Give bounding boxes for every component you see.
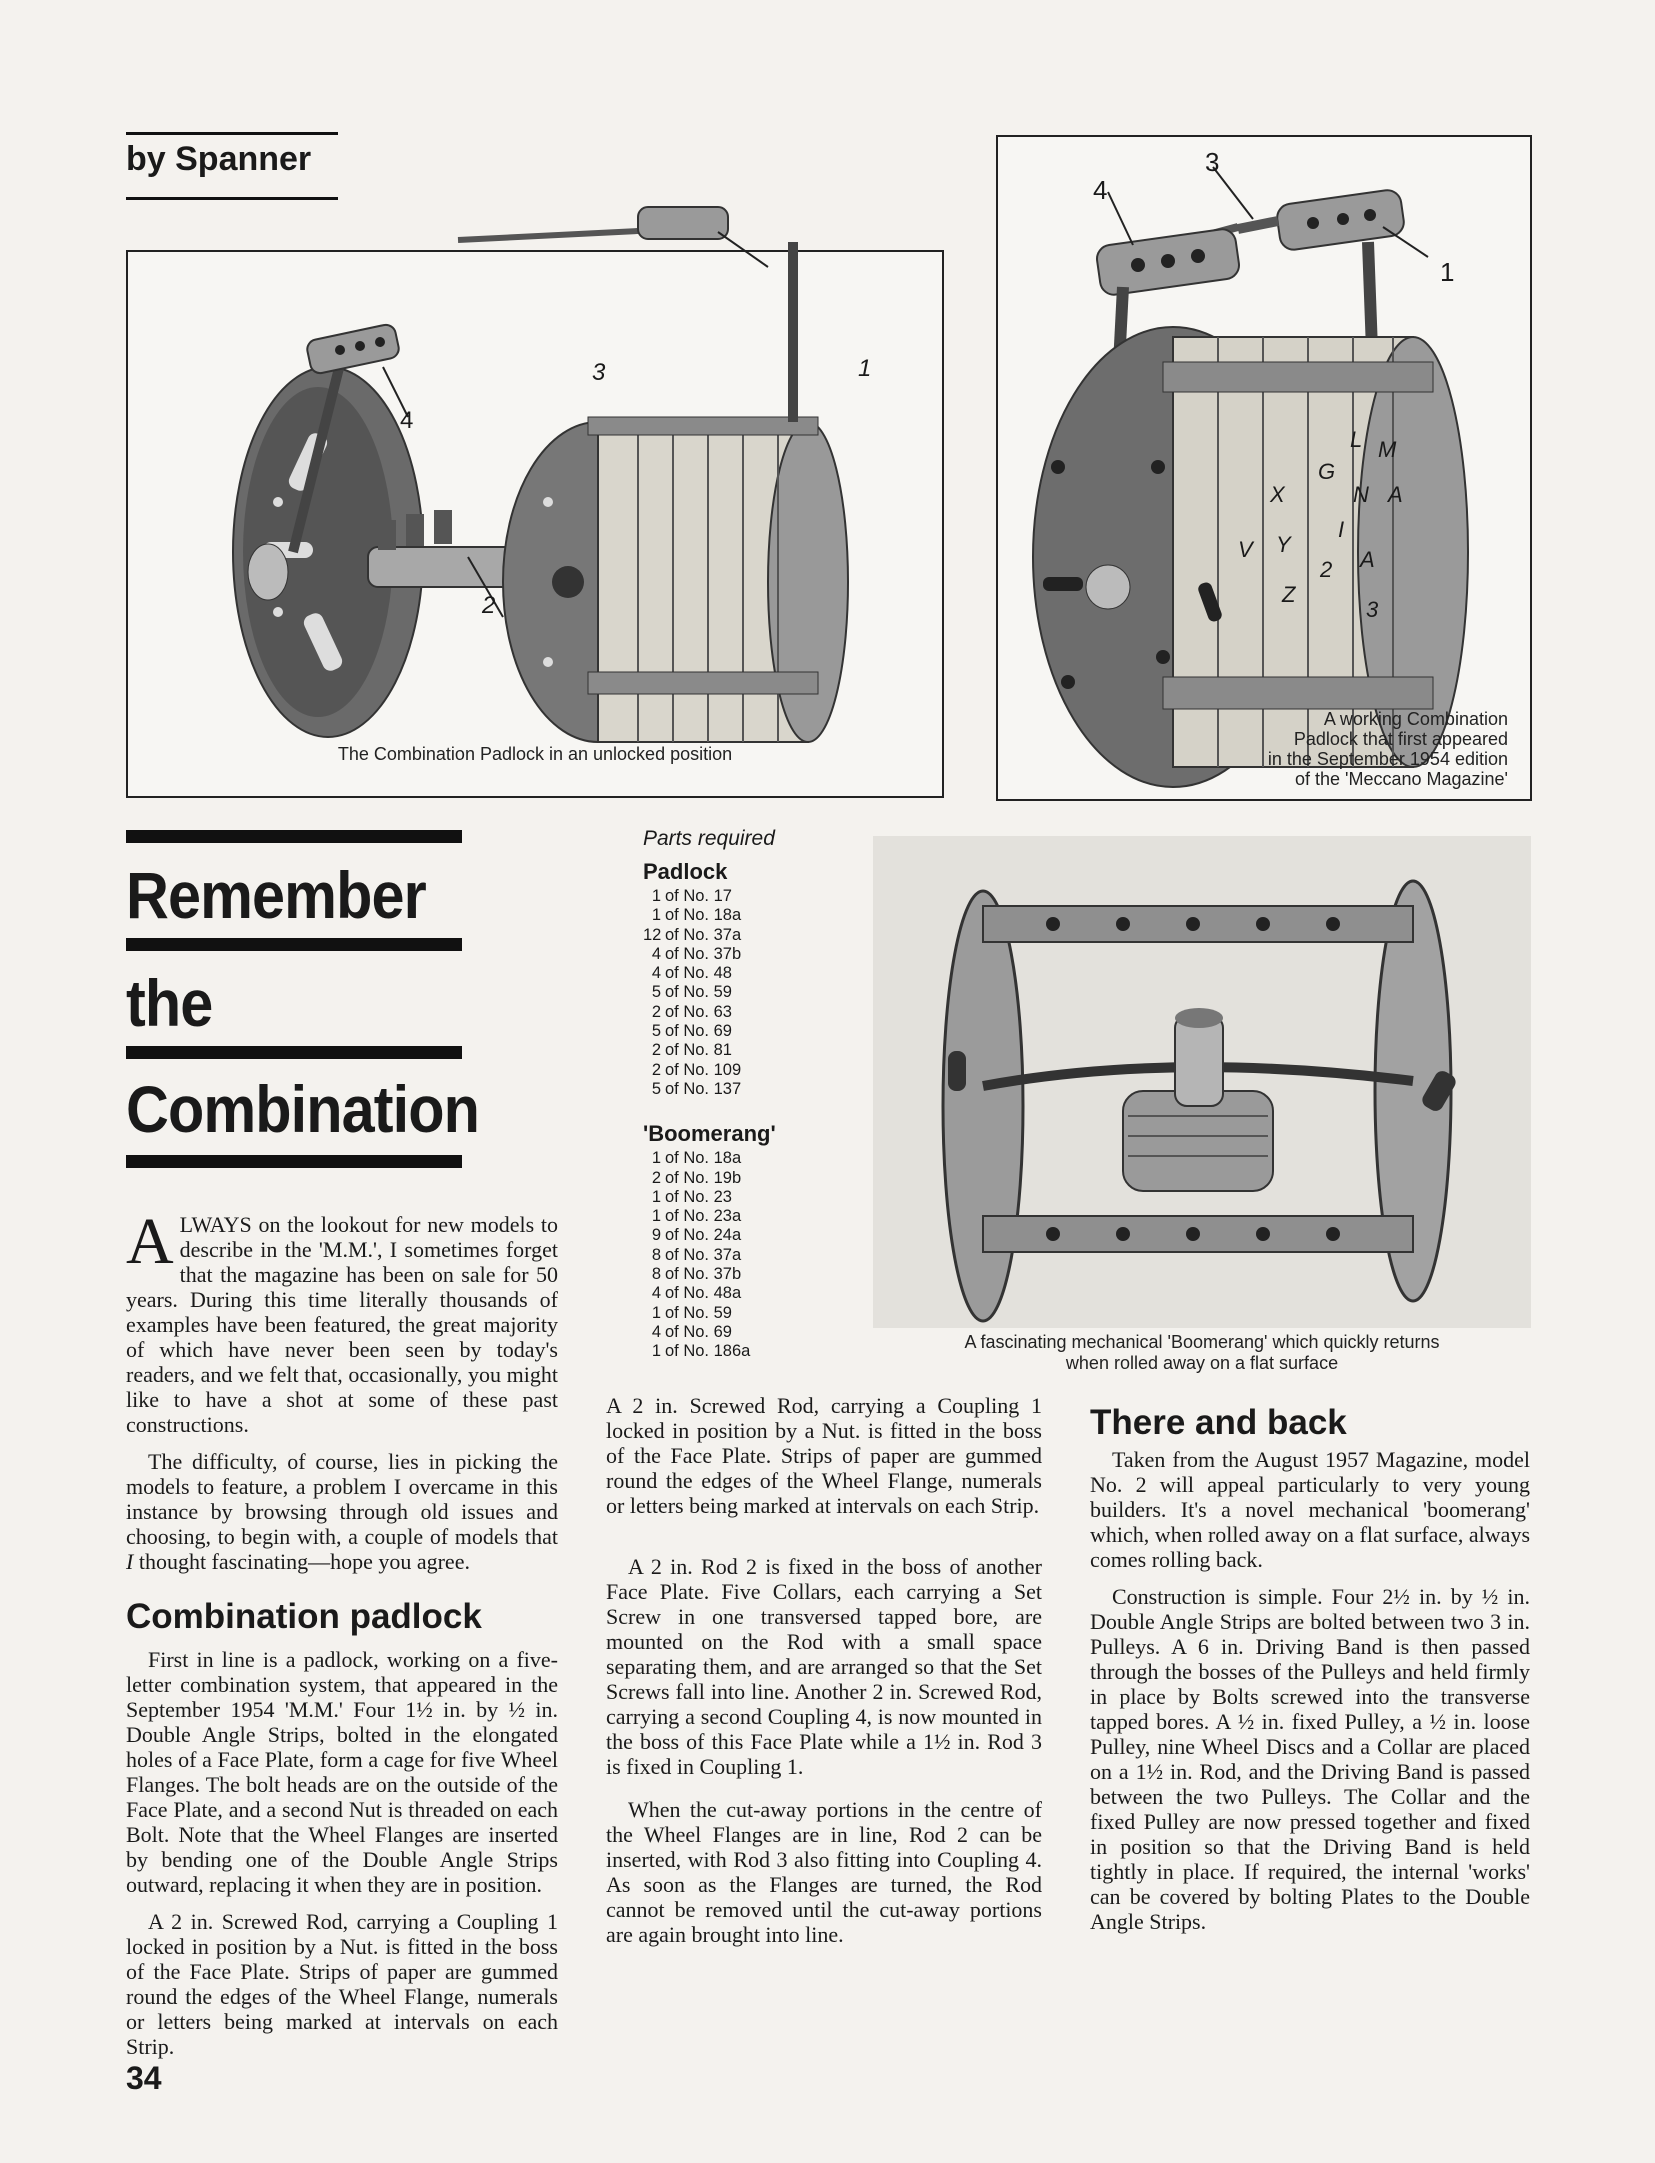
padlock-paragraph: A 2 in. Rod 2 is fixed in the boss of another Face Plate. Five Collars, each carrying a Set Screw in one transversed tapped bore, are mounted on the Rod with a small space separating them, and are arranged so that the Set Screws fall into line. Another 2 in. Screwed Rod, carrying a second Coupling 4, is now mounted in the boss of this Face Plate while a 1½ in. Rod 3 is fixed in Coupling 1. bbox=[606, 1554, 1042, 1779]
headline-rule-2 bbox=[126, 938, 462, 951]
figure-unlocked-label-4: 4 bbox=[400, 407, 414, 434]
parts-padlock-list bbox=[643, 887, 843, 1099]
parts-number: of No. 18a bbox=[665, 1149, 742, 1168]
parts-number: of No. 19b bbox=[665, 1168, 742, 1187]
parts-list-item bbox=[643, 1323, 843, 1342]
dial-letter-3: A bbox=[1388, 482, 1403, 507]
parts-quantity: 4 bbox=[651, 1284, 661, 1303]
parts-padlock-heading: Padlock bbox=[643, 859, 728, 884]
parts-quantity: 2 bbox=[651, 1002, 661, 1021]
figure-unlocked-label-3: 3 bbox=[592, 359, 606, 386]
parts-quantity: 2 bbox=[651, 1060, 661, 1079]
figure-unlocked-caption: The Combination Padlock in an unlocked position bbox=[337, 744, 733, 764]
dial-letter-8: Y bbox=[1276, 532, 1291, 557]
headline-rule-4 bbox=[126, 1155, 462, 1168]
dial-letter-7: X bbox=[1270, 482, 1285, 507]
parts-quantity: 1 bbox=[651, 1207, 661, 1226]
page-number: 34 bbox=[126, 2060, 162, 2096]
parts-number: of No. 48a bbox=[665, 1284, 742, 1303]
headline-rule-3 bbox=[126, 1046, 462, 1059]
parts-list-item bbox=[643, 1169, 843, 1188]
parts-list-item bbox=[643, 906, 843, 925]
parts-quantity: 4 bbox=[651, 964, 661, 983]
boomerang-heading: There and back bbox=[1090, 1403, 1347, 1442]
parts-number: of No. 59 bbox=[665, 983, 732, 1002]
parts-list-item bbox=[643, 887, 843, 906]
byline-rule-bottom bbox=[126, 197, 338, 200]
parts-list bbox=[643, 827, 843, 1362]
parts-list-item bbox=[643, 1226, 843, 1245]
parts-quantity: 1 bbox=[651, 1149, 661, 1168]
dial-letter-9: Z bbox=[1282, 582, 1296, 607]
parts-quantity: 5 bbox=[651, 983, 661, 1002]
figure-working-caption-line: Padlock that first appeared bbox=[1293, 729, 1508, 749]
headline-line-1: Remember bbox=[126, 858, 426, 932]
byline: by Spanner bbox=[126, 140, 312, 178]
parts-quantity: 5 bbox=[651, 1022, 661, 1041]
dial-letter-10: 2 bbox=[1320, 557, 1333, 582]
intro-text: The difficulty, of course, lies in picking the models to feature, a problem I overcame in this instance by browsing through old issues and choosing, to begin with, a couple of models that bbox=[126, 1449, 558, 1549]
figure-working-caption-line: A working Combination bbox=[1323, 709, 1508, 729]
padlock-paragraph-continued bbox=[606, 1393, 1042, 1542]
parts-list-item bbox=[643, 1284, 843, 1303]
parts-list-item bbox=[643, 926, 843, 945]
parts-quantity: 1 bbox=[651, 906, 661, 925]
parts-list-item bbox=[643, 1080, 843, 1099]
parts-list-item bbox=[643, 1304, 843, 1323]
dial-letter-4: G bbox=[1318, 459, 1336, 484]
figure-unlocked bbox=[126, 250, 944, 798]
byline-rule-top bbox=[126, 132, 338, 135]
parts-number: of No. 137 bbox=[665, 1079, 742, 1098]
parts-quantity: 8 bbox=[651, 1245, 661, 1264]
figure-boomerang-caption-line: when rolled away on a flat surface bbox=[1065, 1353, 1339, 1373]
padlock-paragraph: When the cut-away portions in the centre of the Wheel Flanges are in line, Rod 2 can be inserted, with Rod 3 also fitting into Coupling 4. As soon as the Flanges are turned, the Rod cannot be removed until the cut-away portions are again brought into line. bbox=[606, 1797, 1042, 1947]
parts-number: of No. 24a bbox=[665, 1226, 742, 1245]
parts-quantity: 4 bbox=[651, 1322, 661, 1341]
figure-working-label-4: 4 bbox=[1093, 175, 1108, 205]
boomerang-photo bbox=[873, 836, 1531, 1328]
column-1 bbox=[126, 1205, 558, 2059]
intro-paragraph bbox=[126, 1205, 558, 1437]
figure-working-caption-line: of the 'Meccano Magazine' bbox=[1295, 769, 1508, 789]
dial-letter-13: V bbox=[1238, 537, 1253, 562]
parts-number: of No. 81 bbox=[665, 1041, 732, 1060]
dial-letter-1: L bbox=[1350, 427, 1363, 452]
parts-list-item bbox=[643, 964, 843, 983]
intro-paragraph-2 bbox=[126, 1449, 558, 1574]
intro-emphasis: I bbox=[126, 1549, 134, 1574]
parts-number: of No. 17 bbox=[665, 887, 732, 905]
padlock-paragraph: First in line is a padlock, working on a five-letter combination system, that appeared in the September 1954 'M.M.' Four 1½ in. by ½ in. Double Angle Strips, bolted in the elongated holes of a Face Plate, form a cage for five Wheel Flanges. The bolt heads are on the outside of the Face Plate, and a second Nut is threaded on each Bolt. Note that the Wheel Flanges are inserted by bending one of the Double Angle Strips outward, replacing it when they are in position. bbox=[126, 1647, 558, 1897]
parts-boomerang-list bbox=[643, 1149, 843, 1361]
parts-number: of No. 69 bbox=[665, 1322, 732, 1341]
headline-line-3: Combination bbox=[126, 1072, 480, 1146]
dial-letter-6: I bbox=[1338, 517, 1345, 542]
parts-number: of No. 48 bbox=[665, 964, 732, 983]
parts-list-item bbox=[643, 945, 843, 964]
parts-number: of No. 37b bbox=[665, 1265, 742, 1284]
parts-number: of No. 23 bbox=[665, 1187, 732, 1206]
dial-letter-11: A bbox=[1360, 547, 1375, 572]
parts-number: of No. 18a bbox=[665, 906, 742, 925]
dial-letter-2: M bbox=[1378, 437, 1397, 462]
figure-boomerang-caption-line: A fascinating mechanical 'Boomerang' which quickly returns bbox=[964, 1332, 1440, 1352]
parts-list-item bbox=[643, 1003, 843, 1022]
padlock-heading: Combination padlock bbox=[126, 1597, 482, 1636]
parts-quantity: 9 bbox=[651, 1226, 661, 1245]
figure-unlocked-label-1: 1 bbox=[858, 355, 872, 382]
figure-working-label-3: 3 bbox=[1205, 147, 1220, 177]
parts-list-item bbox=[643, 1022, 843, 1041]
parts-list-item bbox=[643, 1265, 843, 1284]
parts-quantity: 4 bbox=[651, 944, 661, 963]
figure-working bbox=[996, 135, 1532, 801]
dial-letter-12: 3 bbox=[1366, 597, 1379, 622]
figure-working-caption bbox=[1268, 709, 1508, 789]
padlock-unlocked-illustration bbox=[128, 252, 942, 752]
parts-quantity: 2 bbox=[651, 1041, 661, 1060]
parts-quantity: 1 bbox=[651, 1303, 661, 1322]
parts-list-item bbox=[643, 1188, 843, 1207]
parts-quantity: 8 bbox=[651, 1265, 661, 1284]
parts-list-item bbox=[643, 1342, 843, 1361]
parts-list-item bbox=[643, 1061, 843, 1080]
parts-title: Parts required bbox=[643, 827, 775, 850]
parts-number: of No. 37a bbox=[665, 1245, 742, 1264]
parts-number: of No. 63 bbox=[665, 1002, 732, 1021]
parts-number: of No. 109 bbox=[665, 1060, 742, 1079]
drum-right bbox=[448, 207, 848, 742]
parts-number: of No. 37a bbox=[665, 925, 742, 944]
parts-number: of No. 37b bbox=[665, 944, 742, 963]
column-2 bbox=[606, 1393, 1042, 1959]
parts-quantity: 5 bbox=[651, 1079, 661, 1098]
figure-boomerang-caption bbox=[873, 1332, 1531, 1374]
headline-rule-1 bbox=[126, 830, 462, 843]
column-3 bbox=[1090, 1403, 1530, 1946]
figure-working-label-1: 1 bbox=[1440, 257, 1455, 287]
figure-boomerang bbox=[873, 836, 1531, 1378]
parts-number: of No. 186a bbox=[665, 1342, 751, 1361]
padlock-working-illustration bbox=[998, 137, 1530, 799]
intro-text: LWAYS on the lookout for new models to describe in the 'M.M.', I sometimes forget that the magazine has been on sale for 50 years. During this time literally thousands of examples have been featured, the great majority of which have never been seen by today's readers, and we felt that, occasionally, you might like to have a shot at some of these past constructions. bbox=[126, 1212, 558, 1437]
parts-quantity: 1 bbox=[651, 1342, 661, 1361]
parts-list-item bbox=[643, 1207, 843, 1226]
parts-quantity: 1 bbox=[651, 887, 661, 905]
parts-list-item bbox=[643, 1149, 843, 1168]
parts-quantity: 1 bbox=[651, 1187, 661, 1206]
headline-line-2: the bbox=[126, 966, 213, 1040]
parts-list-item bbox=[643, 1041, 843, 1060]
figure-working-caption-line: in the September 1954 edition bbox=[1267, 749, 1508, 769]
figure-unlocked-label-2: 2 bbox=[482, 592, 496, 619]
intro-text: thought fascinating—hope you agree. bbox=[133, 1549, 470, 1574]
parts-quantity: 12 bbox=[643, 925, 662, 944]
padlock-text: A 2 in. Screwed Rod, carrying a Coupling 1 locked in position by a Nut. is fitted in the boss of the Face Plate. Strips of paper are gummed round the edges of the Wheel Flange, numerals or letters being marked at intervals on each Strip. bbox=[606, 1393, 1042, 1518]
parts-list-item bbox=[643, 983, 843, 1002]
padlock-paragraph: A 2 in. Screwed Rod, carrying a Coupling 1 locked in position by a Nut. is fitted in the boss of the Face Plate. Strips of paper are gummed round the edges of the Wheel Flange, numerals or letters being marked at intervals on each Strip. bbox=[126, 1909, 558, 2059]
parts-quantity: 2 bbox=[651, 1168, 661, 1187]
parts-boomerang-heading: 'Boomerang' bbox=[643, 1121, 776, 1147]
parts-number: of No. 23a bbox=[665, 1207, 742, 1226]
boomerang-paragraph: Taken from the August 1957 Magazine, model No. 2 will appeal particularly to very young builders. It's a novel mechanical 'boomerang' which, when rolled away on a flat surface, always comes rolling back. bbox=[1090, 1447, 1530, 1572]
boomerang-paragraph: Construction is simple. Four 2½ in. by ½ in. Double Angle Strips are bolted between two 3 in. Pulleys. A 6 in. Driving Band is then passed through the bosses of the Pulleys and held firmly in place by Bolts screwed into the transverse tapped bores. A ½ in. fixed Pulley, a ½ in. loose Pulley, nine Wheel Discs and a Collar are placed on a 1½ in. Rod, and the Driving Band is passed between the two Pulleys. The Collar and the fixed Pulley are now pressed together and fixed in position so that the Driving Band is held tightly in place. If required, the internal 'works' can be covered by bolting Plates to the Double Angle Strips. bbox=[1090, 1584, 1530, 1934]
parts-number: of No. 59 bbox=[665, 1303, 732, 1322]
parts-list-item bbox=[643, 1246, 843, 1265]
dropcap: A bbox=[126, 1205, 174, 1278]
dial-letter-5: N bbox=[1353, 482, 1369, 507]
parts-number: of No. 69 bbox=[665, 1022, 732, 1041]
